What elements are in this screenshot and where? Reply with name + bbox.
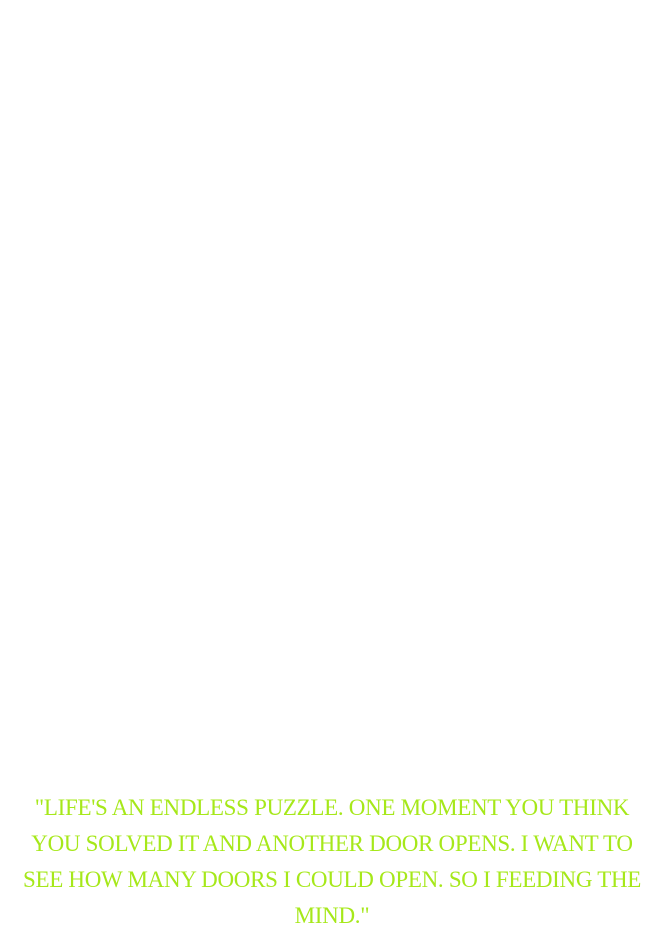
quote-text: "LIFE'S AN ENDLESS PUZZLE. ONE MOMENT YOU THINK YOU SOLVED IT AND ANOTHER DOOR OPENS. I WANT TO SEE HOW MANY DOORS I COULD OPEN. SO I FEEDING THE MIND." xyxy=(22,795,641,928)
